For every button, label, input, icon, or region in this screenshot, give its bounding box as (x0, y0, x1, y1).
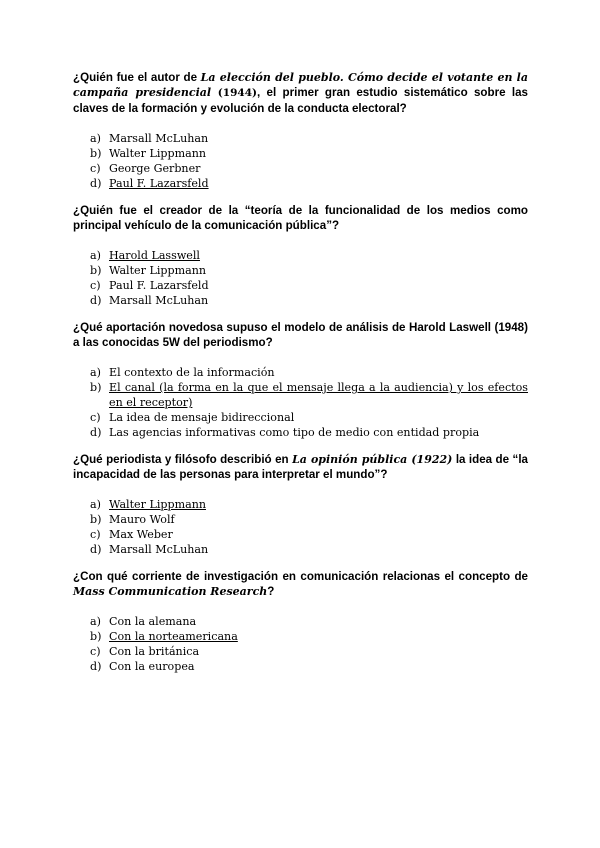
question-1-options (73, 131, 528, 191)
question-3-title: ¿Qué aportación novedosa supuso el modelo de análisis de Harold Laswell (1948) a las conocidas 5W del periodismo? (73, 321, 528, 349)
question-3 (73, 320, 528, 440)
question-4-title: ¿Qué periodista y filósofo describió en La opinión pública (1922) la idea de “la incapacidad de las personas para interpretar el mundo”? (73, 453, 528, 481)
question-1 (73, 70, 528, 191)
option-b[interactable]: b) Walter Lippmann (90, 264, 206, 277)
question-5-options (73, 614, 528, 674)
option-b[interactable]: b) Mauro Wolf (90, 513, 175, 526)
question-5 (73, 569, 528, 674)
question-2-title: ¿Quién fue el creador de la “teoría de la funcionalidad de los medios como principal vehículo de la comunicación pública”? (73, 204, 528, 232)
question-3-options (73, 365, 528, 440)
option-a[interactable]: a) Con la alemana (90, 615, 197, 628)
option-a[interactable]: a) El contexto de la información (90, 366, 275, 379)
book-title: La elección del pueblo. Cómo decide el votante en la campaña presidencial (73, 71, 528, 99)
question-2-options (73, 248, 528, 308)
option-c[interactable]: c) Paul F. Lazarsfeld (90, 279, 209, 292)
question-5-title: ¿Con qué corriente de investigación en comunicación relacionas el concepto de Mass Communication Research? (73, 570, 528, 598)
option-d-correct[interactable]: d) Paul F. Lazarsfeld (90, 177, 209, 190)
option-a-correct[interactable]: a) Walter Lippmann (90, 498, 206, 511)
question-1-title: ¿Quién fue el autor de La elección del pueblo. Cómo decide el votante en la campaña presidencial (1944), el primer gran estudio sistemático sobre las claves de la formación y evolución de la conducta electoral? (73, 71, 528, 115)
option-c[interactable]: c) Max Weber (90, 528, 173, 541)
option-b-correct[interactable]: b) Con la norteamericana (90, 630, 238, 643)
option-c[interactable]: c) La idea de mensaje bidireccional (90, 411, 295, 424)
quiz-page (73, 70, 528, 686)
option-c[interactable]: c) Con la británica (90, 645, 200, 658)
concept-title: Mass Communication Research (73, 585, 268, 598)
question-2 (73, 203, 528, 308)
option-b-correct[interactable]: b) El canal (la forma en la que el mensaje llega a la audiencia) y los efectos en el receptor) (90, 381, 528, 409)
question-4-options (73, 497, 528, 557)
option-a[interactable]: a) Marsall McLuhan (90, 132, 209, 145)
option-d[interactable]: d) Con la europea (90, 660, 195, 673)
question-4 (73, 452, 528, 557)
option-d[interactable]: d) Marsall McLuhan (90, 294, 209, 307)
option-c[interactable]: c) George Gerbner (90, 162, 201, 175)
option-d[interactable]: d) Marsall McLuhan (90, 543, 209, 556)
option-d[interactable]: d) Las agencias informativas como tipo de medio con entidad propia (90, 426, 480, 439)
option-b[interactable]: b) Walter Lippmann (90, 147, 206, 160)
option-a-correct[interactable]: a) Harold Lasswell (90, 249, 200, 262)
book-title: La opinión pública (1922) (292, 453, 453, 466)
